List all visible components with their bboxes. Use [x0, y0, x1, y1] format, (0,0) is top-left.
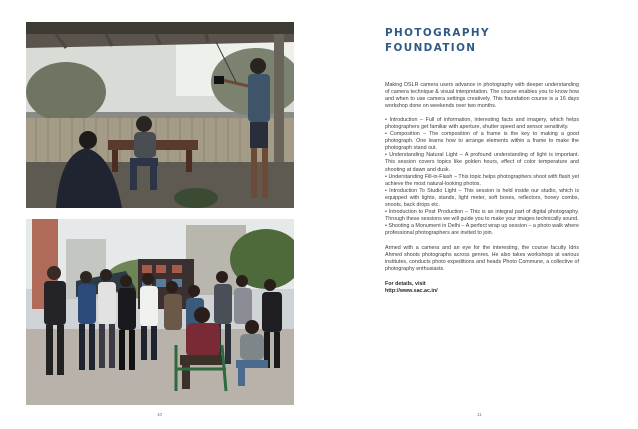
title-line-2: FOUNDATION — [385, 42, 477, 54]
page-number-left: 10 — [157, 412, 163, 417]
workshop-photo-group — [26, 219, 294, 405]
list-item: • Introduction to Post Production – This is an integral part of digital photography. Through these sessions we will guide you to make your images technically sound. — [385, 208, 579, 222]
faculty-paragraph: Armed with a camera and an eye for the interesting, the course faculty Idris Ahmed shoots photographs across genres. He also takes workshops at various institutes, conducts photo expeditions and heads Photo Commune, a collective of photography enthusiasts. — [385, 244, 579, 273]
details-link[interactable]: http://www.sac.ac.in/ — [385, 288, 438, 295]
workshop-photo-pergola — [26, 22, 294, 208]
list-item: • Introduction To Studio Light – This session is held inside our studio, which is equipped with lights, stands, light meter, soft boxes, reflectors, honey combs, snoots, back drops etc. — [385, 187, 579, 208]
list-item: • Understanding Natural Light – A profound understanding of light is important. This session covers topics like golden hours, effect of color temperature and shooting at dawn and dusk. — [385, 152, 579, 173]
details-block — [385, 281, 579, 295]
article-title — [385, 26, 579, 56]
list-item: • Understanding Fill-in-Flash – This topic helps photographers shoot with flash yet achieve the most natural-looking photos. — [385, 173, 579, 187]
title-line-1: PHOTOGRAPHY — [385, 27, 490, 39]
list-item: • Introduction – Full of information, interesting facts and imagery, which helps photographers get familiar with aperture, shutter speed and sensor sensitivity. — [385, 117, 579, 131]
page-number-right: 11 — [477, 412, 482, 417]
session-list — [385, 117, 579, 237]
intro-paragraph: Making DSLR camera users advance in photography with deeper understanding of camera technique & visual interpretation. The course enables you to know how and when to use camera settings creatively. This foundation course is a 16 days workshop done on weekends over two months. — [385, 82, 579, 110]
details-label: For details, visit — [385, 281, 426, 288]
list-item: • Shooting a Monument in Delhi – A perfect wrap up session – a photo walk where professional photographers are invited to join. — [385, 222, 579, 236]
list-item: • Composition – The composition of a frame is the key to making a good photograph. One learns how to arrange elements within a frame to make the photograph stand out. — [385, 131, 579, 152]
article-column — [385, 26, 579, 295]
